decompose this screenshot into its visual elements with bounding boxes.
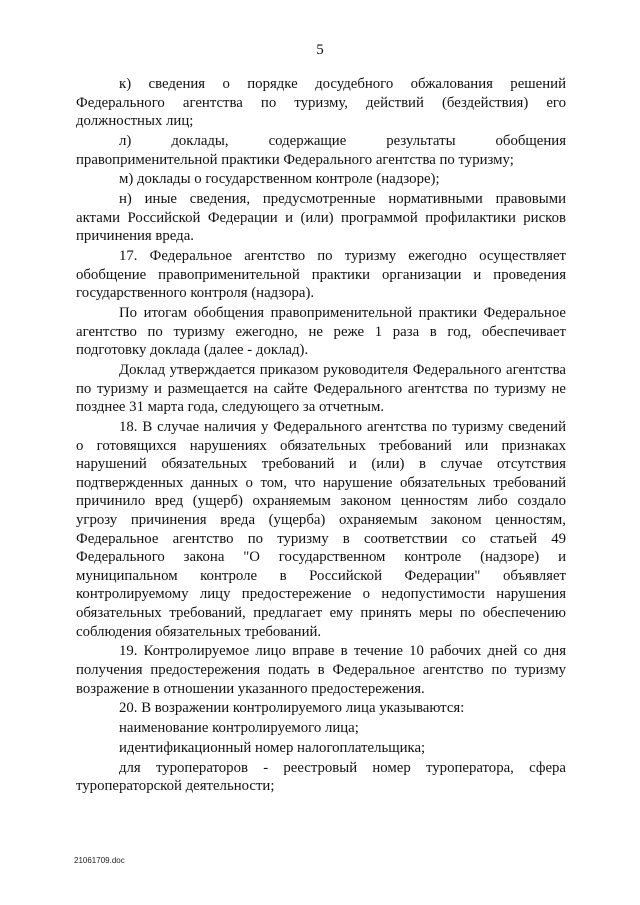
file-name-footer: 21061709.doc: [74, 856, 125, 865]
paragraph-k: к) сведения о порядке досудебного обжалования решений Федерального агентства по туризму, действий (бездействия) его должностных лиц;: [76, 76, 566, 130]
paragraph-20-inn: идентификационный номер налогоплательщика;: [119, 739, 426, 756]
paragraph-17-results: По итогам обобщения правоприменительной практики Федеральное агентство по туризму ежегодно, не реже 1 раза в год, обеспечивает подготовку доклада (далее - доклад).: [76, 305, 566, 359]
page-number: 5: [316, 42, 324, 58]
paragraph-20-name: наименование контролируемого лица;: [119, 720, 359, 737]
paragraph-18: 18. В случае наличия у Федерального агентства по туризму сведений о готовящихся нарушениях обязательных требований или признаках нарушений обязательных требований и (или) в случае отсутствия подтвержденных данных о том, что нарушение обязательных требований причинило вред (ущерб) охраняемым законом ценностям либо создало угрозу причинения вреда (ущерба) охраняемым законом ценностям, Федеральное агентство по туризму в соответствии со статьей 49 Федерального закона "О государственном контроле (надзоре) и муниципальном контроле в Российской Федерации" объявляет контролируемому лицу предостережение о недопустимости нарушения обязательных требований, предлагает ему принять меры по обеспечению соблюдения обязательных требований.: [76, 419, 566, 640]
paragraph-19: 19. Контролируемое лицо вправе в течение 10 рабочих дней со дня получения предостережения подать в Федеральное агентство по туризму возражение в отношении указанного предостережения.: [76, 643, 566, 697]
paragraph-l: л) доклады, содержащие результаты обобщения правоприменительной практики Федерального агентства по туризму;: [76, 132, 566, 168]
paragraph-20: 20. В возражении контролируемого лица указываются:: [119, 700, 465, 717]
paragraph-17: 17. Федеральное агентство по туризму ежегодно осуществляет обобщение правоприменительной практики организации и проведения государственного контроля (надзора).: [76, 248, 566, 302]
paragraph-n: н) иные сведения, предусмотренные нормативными правовыми актами Российской Федерации и (или) программой профилактики рисков причинения вреда.: [76, 191, 566, 245]
paragraph-20-tour-operators: для туроператоров - реестровый номер туроператора, сфера туроператорской деятельности;: [76, 759, 566, 795]
document-body: [76, 75, 566, 797]
paragraph-m: м) доклады о государственном контроле (надзоре);: [119, 171, 440, 188]
paragraph-17-report: Доклад утверждается приказом руководителя Федерального агентства по туризму и размещается на сайте Федерального агентства по туризму не позднее 31 марта года, следующего за отчетным.: [76, 362, 566, 416]
